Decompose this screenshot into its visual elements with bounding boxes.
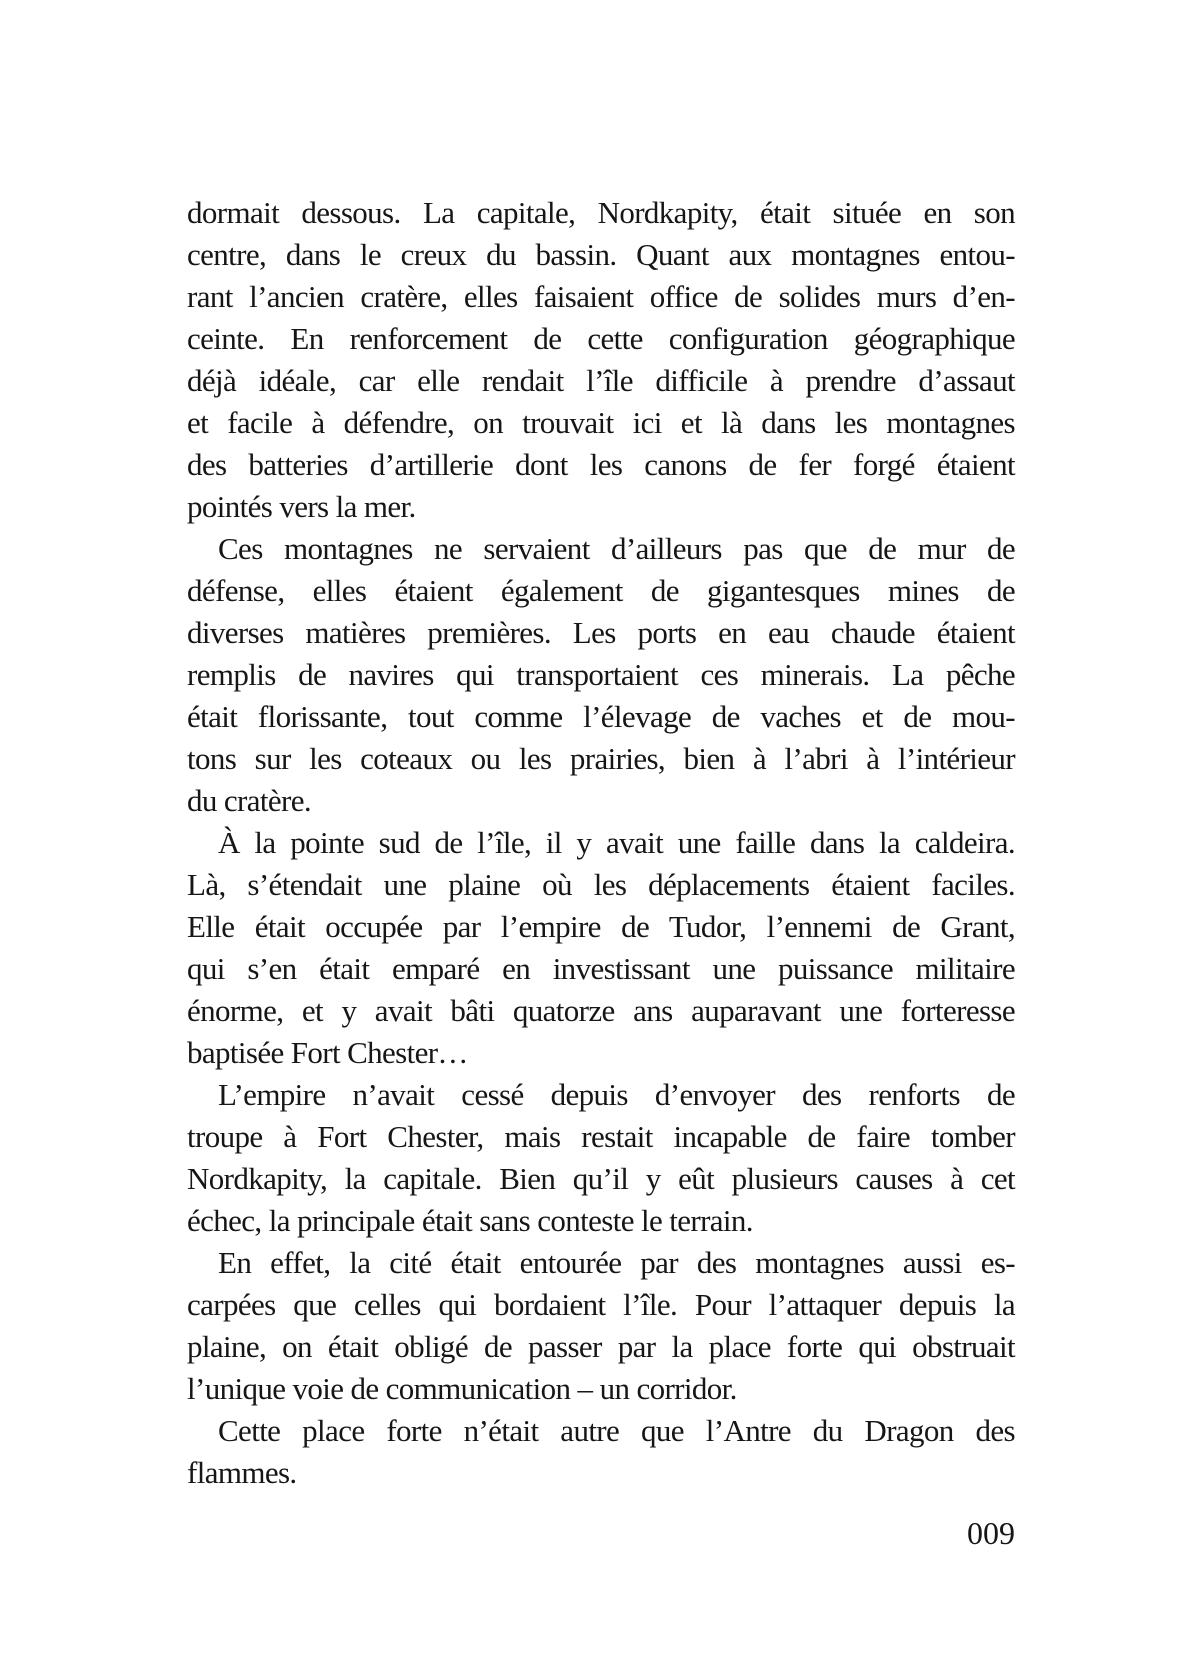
text-line: plaine, on était obligé de passer par la place forte qui obstruait [187, 1329, 1015, 1364]
text-line: L’empire n’avait cessé depuis d’envoyer des renforts de [218, 1077, 1015, 1112]
text-line: énorme, et y avait bâti quatorze ans auparavant une forteresse [187, 993, 1015, 1028]
text-line: défense, elles étaient également de gigantesques mines de [187, 573, 1015, 608]
text-line: était florissante, tout comme l’élevage de vaches et de mou- [187, 699, 1015, 734]
paragraph [187, 528, 1015, 822]
text-line: du cratère. [187, 783, 311, 818]
page-number: 009 [967, 1515, 1015, 1551]
text-line: Nordkapity, la capitale. Bien qu’il y eût plusieurs causes à cet [187, 1161, 1015, 1196]
text-line: flammes. [187, 1455, 297, 1490]
text-line: diverses matières premières. Les ports en eau chaude étaient [187, 615, 1015, 650]
text-line: Ces montagnes ne servaient d’ailleurs pas que de mur de [218, 531, 1015, 566]
paragraph [187, 1242, 1015, 1410]
text-line: qui s’en était emparé en investissant une puissance militaire [187, 951, 1015, 986]
body-text [187, 192, 1015, 1494]
text-line: échec, la principale était sans conteste le terrain. [187, 1203, 753, 1238]
text-line: carpées que celles qui bordaient l’île. Pour l’attaquer depuis la [187, 1287, 1015, 1322]
text-line: baptisée Fort Chester… [187, 1035, 468, 1070]
text-line: rant l’ancien cratère, elles faisaient office de solides murs d’en- [187, 279, 1015, 314]
text-line: centre, dans le creux du bassin. Quant aux montagnes entou- [187, 237, 1015, 272]
text-line: Là, s’étendait une plaine où les déplacements étaient faciles. [187, 867, 1015, 902]
text-line: et facile à défendre, on trouvait ici et là dans les montagnes [187, 405, 1015, 440]
text-line: À la pointe sud de l’île, il y avait une faille dans la caldeira. [218, 825, 1015, 860]
text-line: dormait dessous. La capitale, Nordkapity, était située en son [187, 195, 1015, 230]
paragraph [187, 1074, 1015, 1242]
paragraph [187, 822, 1015, 1074]
text-line: l’unique voie de communication – un corridor. [187, 1371, 737, 1406]
text-line: remplis de navires qui transportaient ces minerais. La pêche [187, 657, 1015, 692]
text-line: En effet, la cité était entourée par des montagnes aussi es- [218, 1245, 1015, 1280]
text-line: des batteries d’artillerie dont les canons de fer forgé étaient [187, 447, 1015, 482]
text-line: tons sur les coteaux ou les prairies, bien à l’abri à l’intérieur [187, 741, 1015, 776]
text-line: Elle était occupée par l’empire de Tudor, l’ennemi de Grant, [187, 909, 1015, 944]
text-line: Cette place forte n’était autre que l’Antre du Dragon des [218, 1413, 1015, 1448]
paragraph [187, 1410, 1015, 1494]
text-line: troupe à Fort Chester, mais restait incapable de faire tomber [187, 1119, 1015, 1154]
text-line: ceinte. En renforcement de cette configuration géographique [187, 321, 1015, 356]
text-line: pointés vers la mer. [187, 489, 416, 524]
paragraph [187, 192, 1015, 528]
text-line: déjà idéale, car elle rendait l’île difficile à prendre d’assaut [187, 363, 1015, 398]
